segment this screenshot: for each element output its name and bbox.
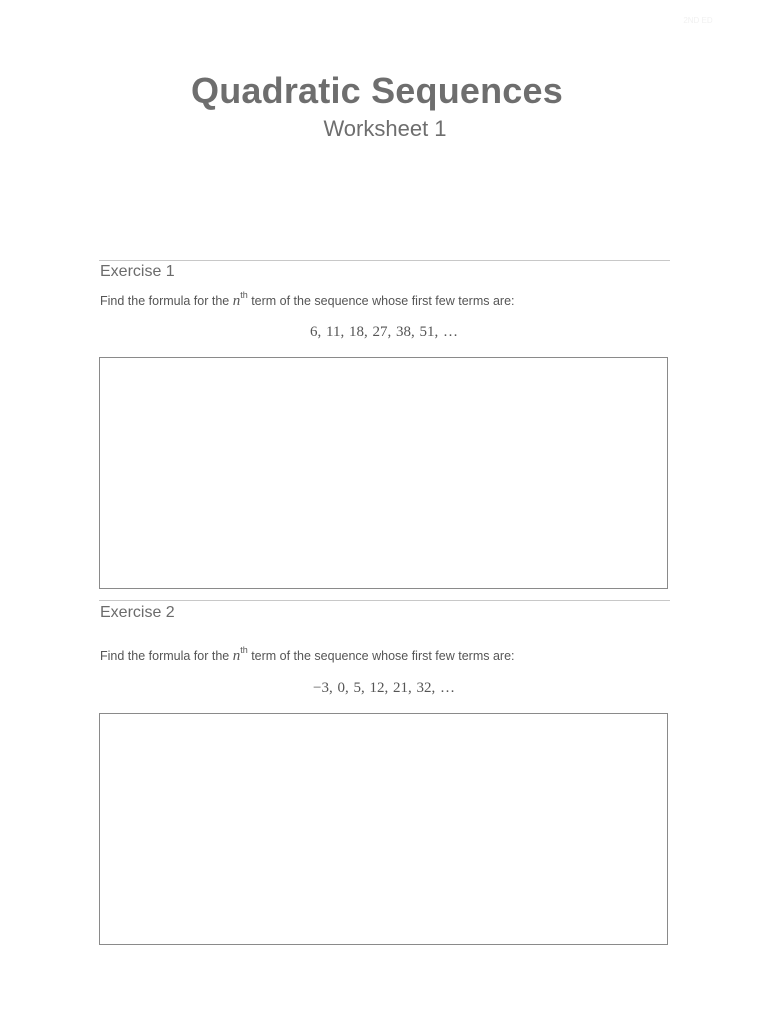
prompt-text: term of the sequence whose first few terms are: xyxy=(247,649,515,663)
exercise-prompt xyxy=(100,290,515,310)
superscript-th: th xyxy=(240,645,248,655)
prompt-text: Find the formula for the xyxy=(100,294,233,308)
variable-n: n xyxy=(232,648,241,664)
page-subtitle: Worksheet 1 xyxy=(323,116,447,141)
page-title: Quadratic Sequences xyxy=(191,70,563,111)
exercise-heading: Exercise 2 xyxy=(100,604,175,621)
section-divider xyxy=(99,260,670,261)
sequence-terms: 6, 11, 18, 27, 38, 51, … xyxy=(310,324,458,340)
sequence-terms: −3, 0, 5, 12, 21, 32, … xyxy=(313,680,455,696)
superscript-th: th xyxy=(240,290,248,300)
exercise-prompt xyxy=(100,645,515,665)
answer-box[interactable] xyxy=(99,357,668,589)
exercise-heading: Exercise 1 xyxy=(100,263,175,280)
answer-box[interactable] xyxy=(99,713,668,945)
prompt-text: term of the sequence whose first few terms are: xyxy=(247,294,515,308)
section-divider xyxy=(99,600,670,601)
prompt-text: Find the formula for the xyxy=(100,649,233,663)
corner-label: 2ND ED xyxy=(683,16,713,25)
variable-n: n xyxy=(232,293,241,309)
